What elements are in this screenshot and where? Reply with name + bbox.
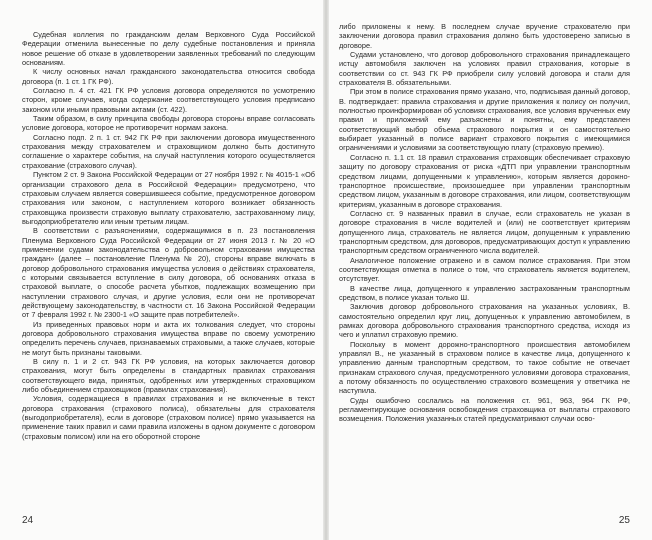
paragraph: Согласно подп. 2 п. 1 ст. 942 ГК РФ при заключении договора имущественного страхования между страхователем и страховщиком должно быть достигнуто соглашение о характере события, на случай наступления которого осуществляется страхование (страхового случая).: [22, 132, 315, 170]
paragraph: При этом в полисе страхования прямо указано, что, подписывая данный договор, В. подтверждает: правила страхования и другие приложения к полису он получил, полностью проинформирован об условиях страхования, все условия врученных ему правил и приложений ему разъяснены и понятны, ему представлен соответствующий выбор объема страхового покрытия и он самостоятельно выбирает указанный в полисе вариант страхового покрытия с имеющимися ограничениями и условиями за соответствующую плату (страховую премию).: [339, 87, 630, 153]
paragraph: К числу основных начал гражданского законодательства относится свобода договора (п. 1 ст. 1 ГК РФ).: [22, 67, 315, 86]
paragraph: Условия, содержащиеся в правилах страхования и не включенные в текст договора страхования (страхового полиса), обязательны для страхователя (выгодоприобретателя), если в договоре (страховом полисе) прямо указывается на применение таких правил и сами правила изложены в одном документе с договором (страховым полисом) или на его оборотной стороне: [22, 394, 315, 441]
paragraph: Аналогичное положение отражено и в самом полисе страхования. При этом соответствующая отметка в полисе о том, что страхователь является водителем, отсутствует.: [339, 255, 630, 284]
paragraph: В силу п. 1 и 2 ст. 943 ГК РФ условия, на которых заключается договор страхования, могут быть определены в стандартных правилах страхования соответствующего вида, принятых, одобренных или утвержденных страховщиком либо объединением страховщиков (правилах страхования).: [22, 357, 315, 395]
paragraph: Судами установлено, что договор добровольного страхования принадлежащего истцу автомобиля заключен на условиях правил страхования, которые в соответствии со ст. 943 ГК РФ приобрели силу условий договора и стали для страхователя В. обязательными.: [339, 50, 630, 88]
paragraph: Согласно ст. 9 названных правил в случае, если страхователь не указан в договоре страхования в числе водителей и (или) не соответствует критериям допущенного лица, страхователь не является лицом, допущенным к управлению транспортным средством, для договоров, предусматривающих доступ к управлению транспортным средством ограниченного числа водителей.: [339, 208, 630, 256]
paragraph: Поскольку в момент дорожно-транспортного происшествия автомобилем управлял В., не указанный в страховом полисе в качестве лица, допущенного к управлению данным транспортным средством, то такое событие не отвечает признакам страхового случая, предусмотренного условиями договора страхования, а потому обязанность по осуществлению страхового возмещения у ответчика не наступила.: [339, 339, 630, 396]
page-number: 25: [618, 515, 630, 526]
right-page-text: [339, 22, 630, 424]
paragraph: Согласно п. 4 ст. 421 ГК РФ условия договора определяются по усмотрению сторон, кроме случаев, когда содержание соответствующего условия предписано законом или иными правовыми актами (ст. 422).: [22, 86, 315, 114]
paragraph: Таким образом, в силу принципа свободы договора стороны вправе согласовать условие договора, которое не противоречит нормам закона.: [22, 114, 315, 133]
paragraph: Согласно п. 1.1 ст. 18 правил страхования страховщик обеспечивает страховую защиту по договору страхования от риска «ДТП при управлении транспортным средством лицами, допущенными к управлению», которым является дорожно-транспортное происшествие, произошедшее при управлении транспортным средством лицом, указанным в договоре страхования, или лицом, соответствующим критериям, указанным в договоре страхования.: [339, 152, 630, 209]
paragraph: В качестве лица, допущенного к управлению застрахованным транспортным средством, в полисе указан только Ш.: [339, 283, 630, 302]
paragraph: В соответствии с разъяснениями, содержащимися в п. 23 постановления Пленума Верховного Суда Российской Федерации от 27 июня 2013 г. № 20 «О применении судами законодательства о добровольном страховании имущества граждан» (далее – постановление Пленума № 20), стороны вправе включать в договор добровольного страхования имущества условия о действиях страхователя, с которыми связывается вступление в силу договора, об основаниях отказа в страховой выплате, о способе расчета убытков, подлежащих возмещению при наступлении страхового случая, и другие условия, если они не противоречат действующему законодательству, в частности ст. 16 Закона Российской Федерации от 7 февраля 1992 г. № 2300-1 «О защите прав потребителей».: [22, 226, 315, 320]
paragraph: Заключив договор добровольного страхования на указанных условиях, В. самостоятельно определил круг лиц, допущенных к управлению автомобилем, в рамках договора добровольного страхования транспортного средства, исходя из чего и уплатил страховую премию.: [339, 302, 630, 340]
paragraph: Суды ошибочно сослались на положения ст. 961, 963, 964 ГК РФ, регламентирующие основания освобождения страховщика от выплаты страхового возмещения. Положения указанных статей предусматривают случаи осво-: [339, 395, 630, 424]
page-number: 24: [22, 515, 34, 526]
left-page-text: [22, 30, 315, 441]
paragraph: Из приведенных правовых норм и акта их толкования следует, что стороны договора добровольного страхования имущества вправе по своему усмотрению определить перечень случаев, признаваемых страховыми, а также случаев, которые не могут быть признаны таковыми.: [22, 319, 315, 357]
right-page: [329, 0, 652, 540]
left-page: [0, 0, 323, 540]
paragraph: Пунктом 2 ст. 9 Закона Российской Федерации от 27 ноября 1992 г. № 4015-1 «Об организации страхового дела в Российской Федерации» предусмотрено, что страховым случаем является совершившееся событие, предусмотренное договором страхования или законом, с наступлением которого возникает обязанность страховщика произвести страховую выплату страхователю, застрахованному лицу, выгодоприобретателю или иным третьим лицам.: [22, 170, 315, 226]
paragraph: либо приложены к нему. В последнем случае вручение страхователю при заключении договора правил страхования должно быть удостоверено записью в договоре.: [339, 22, 630, 50]
paragraph: Судебная коллегия по гражданским делам Верховного Суда Российской Федерации отменила вынесенные по делу судебные постановления и приняла новое решение об отказе в удовлетворении заявленных требований по следующим основаниям.: [22, 30, 315, 68]
